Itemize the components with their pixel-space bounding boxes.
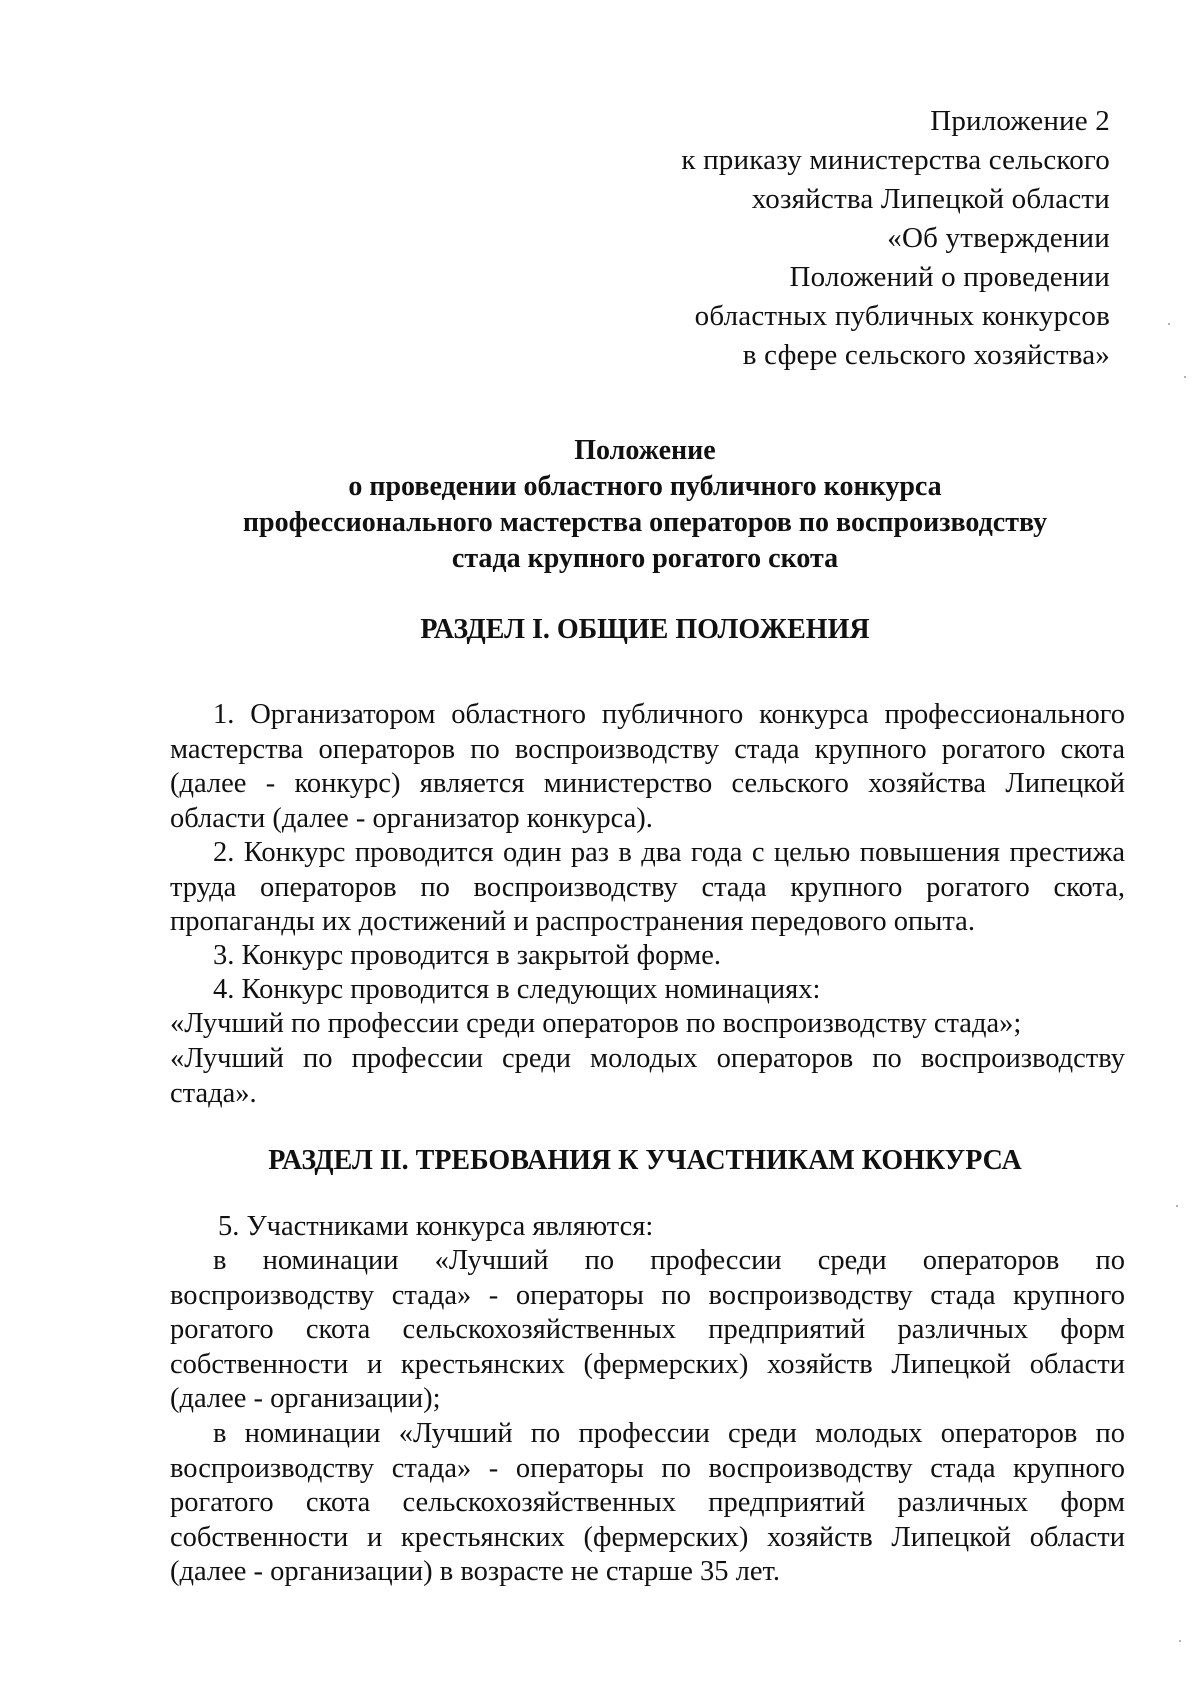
- appendix-line-6: областных публичных конкурсов: [694, 300, 1110, 332]
- section-1-heading: РАЗДЕЛ I. ОБЩИЕ ПОЛОЖЕНИЯ: [420, 614, 870, 645]
- title-line-2: о проведении областного публичного конкурса: [348, 471, 942, 502]
- paragraph-6: «Лучший по профессии среди молодых операторов по воспроизводству стада».: [170, 1043, 1125, 1109]
- paragraph-7: 5. Участниками конкурса являются:: [218, 1211, 654, 1242]
- paragraph-8: в номинации «Лучший по профессии среди операторов по воспроизводству стада» - операторы по воспроизводству стада крупного рогатого скота сельскохозяйственных предприятий различных форм собственности и крестьянских (фермерских) хозяйств Липецкой области (далее - организации);: [170, 1245, 1125, 1414]
- document-title: [170, 433, 1120, 577]
- paragraph-5: «Лучший по профессии среди операторов по воспроизводству стада»;: [170, 1008, 1022, 1039]
- appendix-number: Приложение 2: [930, 105, 1110, 137]
- appendix-line-5: Положений о проведении: [789, 261, 1110, 293]
- paragraph-9: в номинации «Лучший по профессии среди молодых операторов по воспроизводству стада» - операторы по воспроизводству стада крупного рогатого скота сельскохозяйственных предприятий различных форм собственности и крестьянских (фермерских) хозяйств Липецкой области (далее - организации) в возрасте не старше 35 лет.: [170, 1418, 1125, 1587]
- title-line-1: Положение: [574, 435, 716, 466]
- paragraph-1: 1. Организатором областного публичного конкурса профессионального мастерства операторов по воспроизводству стада крупного рогатого скота (далее - конкурс) является министерство сельского хозяйства Липецкой области (далее - организатор конкурса).: [170, 699, 1125, 834]
- scan-speck: [1168, 323, 1170, 325]
- appendix-line-2: к приказу министерства сельского: [681, 144, 1110, 176]
- scan-speck: [1184, 376, 1186, 378]
- appendix-line-7: в сфере сельского хозяйства»: [742, 339, 1110, 371]
- appendix-header: [681, 102, 1110, 375]
- scan-speck: [1176, 1205, 1178, 1207]
- paragraph-4: 4. Конкурс проводится в следующих номинациях:: [213, 974, 821, 1005]
- paragraph-3: 3. Конкурс проводится в закрытой форме.: [213, 940, 721, 971]
- appendix-line-3: хозяйства Липецкой области: [751, 183, 1110, 215]
- title-line-4: стада крупного рогатого скота: [451, 543, 839, 574]
- scan-speck: [1179, 1640, 1181, 1642]
- section-2-heading: РАЗДЕЛ II. ТРЕБОВАНИЯ К УЧАСТНИКАМ КОНКУРСА: [268, 1145, 1022, 1176]
- appendix-line-4: «Об утверждении: [887, 222, 1110, 254]
- paragraph-2: 2. Конкурс проводится один раз в два года с целью повышения престижа труда операторов по воспроизводству стада крупного рогатого скота, пропаганды их достижений и распространения передового опыта.: [170, 837, 1125, 937]
- title-line-3: профессионального мастерства операторов по воспроизводству: [242, 507, 1048, 538]
